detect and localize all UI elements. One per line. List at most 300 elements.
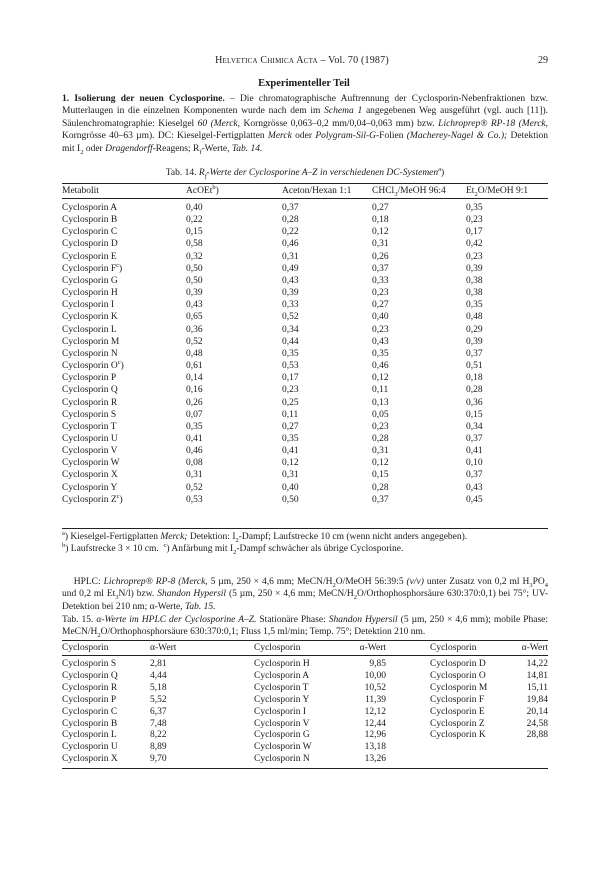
alpha-value-cell: 19,84 — [526, 694, 548, 705]
cyclosporin-cell: Cyclosporin M — [430, 682, 488, 693]
footnote-text: -Dampf schwächer als übrige Cyclosporine. — [236, 544, 404, 554]
table-row — [62, 656, 548, 671]
paragraph-text: und 0,2 ml Et — [62, 589, 116, 600]
rf-value-cell: 0,12 — [372, 227, 389, 238]
rf-value-cell: 0,31 — [372, 446, 389, 457]
rf-value-cell: 0,43 — [466, 482, 483, 493]
table-header-row — [62, 641, 548, 656]
rf-value-cell: 0,23 — [466, 215, 483, 226]
column-header: Cyclosporin — [62, 643, 109, 653]
rf-value-cell: 0,50 — [186, 263, 203, 274]
column-gap — [194, 671, 254, 683]
footnote-marker: c — [117, 358, 121, 366]
paragraph-text: Shandon Hypersil — [157, 589, 227, 600]
column-gap — [194, 683, 254, 695]
alpha-value-cell: 6,37 — [150, 706, 167, 717]
alpha-value-cell: 13,26 — [364, 754, 386, 765]
column-gap — [194, 742, 254, 754]
rf-value-cell: 0,37 — [466, 433, 483, 444]
rf-value-cell: 0,37 — [372, 494, 389, 505]
cyclosporin-cell: Cyclosporin W — [254, 742, 312, 753]
metabolite-name: Cyclosporin I — [62, 300, 114, 311]
table-row — [62, 372, 548, 384]
metabolite-name: Cyclosporin Y — [62, 482, 118, 493]
alpha-value-cell: 8,22 — [150, 730, 167, 741]
table-row — [62, 275, 548, 287]
rf-value-cell: 0,27 — [282, 421, 299, 432]
caption-text: ) — [441, 168, 445, 178]
rf-value-cell: 0,39 — [466, 263, 483, 274]
table-row — [62, 287, 548, 299]
rf-value-cell: 0,41 — [186, 433, 203, 444]
subscript: 4 — [544, 581, 549, 589]
footnote-text: ) Kieselgel-Fertigplatten — [64, 532, 161, 542]
table-row — [62, 251, 548, 263]
paragraph-text: Lichroprep® RP-8 (Merck, — [103, 577, 208, 587]
rf-value-cell: 0,52 — [186, 482, 203, 493]
metabolite-name: Cyclosporin D — [62, 239, 118, 250]
metabolite-cell — [62, 263, 186, 275]
rf-value-cell: 0,35 — [466, 300, 483, 311]
paragraph-heading: 1. Isolierung der neuen Cyclosporine. — [62, 94, 225, 104]
rf-value-cell: 0,42 — [466, 239, 483, 250]
metabolite-cell — [62, 251, 186, 263]
cyclosporin-cell: Cyclosporin P — [62, 694, 117, 705]
alpha-value-cell: 28,88 — [526, 730, 548, 741]
footnote-marker: c — [116, 261, 119, 269]
metabolite-cell — [62, 397, 186, 409]
rf-value-cell: 0,53 — [186, 494, 203, 505]
table-row — [62, 263, 548, 275]
alpha-value-cell: 2,81 — [150, 659, 167, 669]
footnote-marker: b — [62, 541, 66, 549]
subscript: f — [199, 148, 202, 156]
rf-value-cell: 0,17 — [466, 227, 483, 238]
alpha-value-cell — [520, 742, 548, 754]
table-row — [62, 360, 548, 372]
alpha-value-cell: 9,70 — [150, 754, 167, 765]
paragraph-text: Korngrösse 0,063–0,2 mm/0,04–0,063 mm) bzw. — [240, 118, 439, 129]
subscript: 3 — [394, 190, 398, 198]
table15 — [62, 640, 548, 769]
rf-value-cell: 0,22 — [186, 215, 203, 226]
schema-ref: Schema 1 — [324, 106, 363, 117]
paragraph-text: -Folien — [376, 131, 407, 142]
rf-value-cell: 0,61 — [186, 361, 203, 372]
paragraph-text: Detektion mit I — [62, 131, 548, 154]
subscript: f — [204, 172, 207, 180]
column-gap — [194, 695, 254, 707]
metabolite-name: Cyclosporin X — [62, 470, 118, 481]
column-header: Metabolit — [62, 186, 99, 196]
rf-value-cell: 0,40 — [372, 312, 389, 323]
metabolite-cell — [62, 421, 186, 433]
footnote-text: -Dampf; Laufstrecke 10 cm (wenn nicht anders angegeben). — [238, 532, 468, 542]
footnote-marker: c — [116, 492, 120, 500]
rf-value-cell: 0,41 — [282, 446, 299, 457]
rf-value-cell: 0,35 — [372, 348, 389, 359]
table-row — [62, 421, 548, 433]
metabolite-cell — [62, 494, 186, 508]
cyclosporin-cell: Cyclosporin F — [430, 694, 485, 705]
rf-value-cell: 0,11 — [282, 409, 299, 420]
metabolite-name: Cyclosporin W — [62, 458, 120, 469]
rf-value-cell: 0,44 — [282, 336, 299, 347]
table-row — [62, 199, 548, 215]
alpha-value-cell: 10,52 — [364, 682, 386, 693]
rf-value-cell: 0,48 — [466, 312, 483, 323]
metabolite-name: Cyclosporin Z — [62, 494, 117, 505]
rf-value-cell: 0,39 — [282, 288, 299, 299]
footnote-marker: c — [163, 541, 167, 549]
rf-value-cell: 0,35 — [186, 421, 203, 432]
alpha-value-cell: 7,48 — [150, 718, 167, 729]
rf-value-cell: 0,36 — [186, 324, 203, 335]
column-gap — [386, 719, 430, 731]
journal-volume: – Vol. 70 (1987) — [317, 55, 389, 66]
column-gap — [386, 683, 430, 695]
alpha-value-cell: 20,14 — [526, 706, 548, 717]
table-row — [62, 754, 548, 768]
subscript: 2 — [353, 594, 357, 602]
paragraph-text: (Macherey-Nagel & Co.); — [406, 131, 508, 142]
metabolite-name: Cyclosporin O — [62, 361, 118, 372]
table-row — [62, 671, 548, 683]
caption-text: O/Orthophosphorsäure 630:370:0,1; Fluss 1,5 ml/min; Temp. 75°; Detektion 210 nm. — [100, 627, 426, 637]
footnote-text: Detektion: I — [187, 532, 236, 542]
column-gap — [386, 641, 430, 656]
rf-value-cell: 0,58 — [186, 239, 203, 250]
table-row — [62, 324, 548, 336]
subscript: 2 — [80, 148, 84, 156]
rf-value-cell: 0,53 — [282, 361, 299, 372]
rf-value-cell: 0,43 — [282, 275, 299, 286]
metabolite-name: Cyclosporin V — [62, 446, 118, 457]
cyclosporin-cell: Cyclosporin S — [62, 659, 117, 669]
rf-value-cell: 0,38 — [466, 275, 483, 286]
table-row — [62, 348, 548, 360]
journal-name: Helvetica Chimica Acta — [215, 55, 318, 66]
paragraph-text: oder — [83, 143, 106, 154]
rf-value-cell: 0,35 — [282, 348, 299, 359]
metabolite-cell — [62, 433, 186, 445]
rf-value-cell: 0,37 — [466, 470, 483, 481]
cyclosporin-cell: Cyclosporin R — [62, 682, 118, 693]
footnote-text: Merck; — [160, 532, 188, 542]
rf-value-cell: 0,39 — [466, 336, 483, 347]
header-text: CHCl — [372, 186, 395, 196]
metabolite-cell — [62, 214, 186, 226]
rf-value-cell: 0,65 — [186, 312, 203, 323]
metabolite-cell — [62, 311, 186, 323]
metabolite-name: Cyclosporin K — [62, 312, 118, 323]
rf-value-cell: 0,28 — [372, 433, 389, 444]
alpha-value-cell: 12,44 — [364, 718, 386, 729]
rf-value-cell: 0,50 — [186, 275, 203, 286]
rf-value-cell: 0,22 — [282, 227, 299, 238]
rf-value-cell: 0,23 — [282, 385, 299, 396]
column-gap — [386, 656, 430, 671]
cyclosporin-cell: Cyclosporin V — [254, 718, 310, 729]
metabolite-cell — [62, 226, 186, 238]
paragraph-text: angegebenen Weg ausgeführt (vgl. auch [11]). Säulenchromatographie: Kieselgel — [62, 106, 548, 129]
paragraph-text: Korngrösse 40–63 µm). DC: Kieselgel-Fertigplatten — [62, 131, 268, 142]
table14 — [62, 183, 548, 508]
rf-value-cell: 0,36 — [466, 397, 483, 408]
rf-value-cell: 0,08 — [186, 458, 203, 469]
rf-value-cell: 0,33 — [372, 275, 389, 286]
metabolite-cell — [62, 469, 186, 481]
caption-label: Tab. 15. — [62, 615, 97, 625]
rf-value-cell: 0,05 — [372, 409, 389, 420]
table14-caption — [62, 167, 548, 179]
rf-value-cell: 0,25 — [282, 397, 299, 408]
column-gap — [386, 695, 430, 707]
rf-value-cell: 0,49 — [282, 263, 299, 274]
footnote-bc — [62, 543, 548, 555]
caption-text: Stationäre Phase: — [256, 615, 329, 625]
cyclosporin-cell: Cyclosporin Q — [62, 670, 118, 681]
metabolite-cell — [62, 324, 186, 336]
metabolite-cell — [62, 336, 186, 348]
rf-value-cell: 0,28 — [372, 482, 389, 493]
column-header: α-Wert — [359, 643, 386, 653]
metabolite-name: Cyclosporin T — [62, 421, 117, 432]
paragraph-text: PO — [532, 577, 545, 587]
metabolite-cell — [62, 199, 186, 215]
alpha-value-cell: 14,81 — [526, 670, 548, 681]
alpha-value-cell: 4,44 — [150, 670, 167, 681]
rf-value-cell: 0,12 — [372, 373, 389, 384]
rf-value-cell: 0,14 — [186, 373, 203, 384]
cyclosporin-cell: Cyclosporin B — [62, 718, 118, 729]
subscript: 2 — [233, 548, 237, 556]
cyclosporin-cell: Cyclosporin D — [430, 659, 486, 669]
column-gap — [386, 754, 430, 768]
metabolite-name: Cyclosporin U — [62, 433, 118, 444]
table-row — [62, 409, 548, 421]
subscript: 3 — [529, 581, 533, 589]
paragraph-text: – Die chromatographische Auftrennung der Cyclosporin-Nebenfraktionen bzw. Mutterlaugen in die einzelnen Komponenten wurde nach dem im — [62, 94, 549, 117]
rf-value-cell: 0,34 — [466, 421, 483, 432]
rf-value-cell: 0,52 — [282, 312, 299, 323]
table-row — [62, 707, 548, 719]
metabolite-name: Cyclosporin F — [62, 263, 117, 274]
caption-text: Shandon Hypersil — [328, 615, 398, 625]
header-text: AcOEt — [186, 186, 213, 196]
paragraph-text: 60 (Merck, — [197, 118, 241, 129]
column-header — [186, 184, 282, 199]
alpha-value-cell: 15,11 — [526, 682, 548, 693]
rf-value-cell: 0,23 — [372, 421, 389, 432]
rf-value-cell: 0,15 — [466, 409, 483, 420]
metabolite-cell — [62, 482, 186, 494]
rf-value-cell: 0,46 — [372, 361, 389, 372]
rf-value-cell: 0,31 — [282, 251, 299, 262]
rf-value-cell: 0,15 — [372, 470, 389, 481]
metabolite-name: Cyclosporin S — [62, 409, 117, 420]
table-row — [62, 311, 548, 323]
rf-value-cell: 0,37 — [372, 263, 389, 274]
cyclosporin-cell: Cyclosporin I — [254, 706, 306, 717]
metabolite-name: Cyclosporin R — [62, 397, 118, 408]
paragraph-text: (5 µm, 250 × 4,6 mm; MeCN/H — [226, 589, 354, 600]
rf-value-cell: 0,23 — [372, 324, 389, 335]
paragraph-text: Dragendorff — [105, 143, 153, 154]
metabolite-cell — [62, 360, 186, 372]
table-row — [62, 299, 548, 311]
column-gap — [194, 754, 254, 768]
metabolite-cell — [62, 287, 186, 299]
metabolite-cell — [62, 372, 186, 384]
paragraph-text: HPLC: — [73, 577, 104, 587]
rf-value-cell: 0,13 — [372, 397, 389, 408]
paragraph-text: unter Zusatz von 0,2 ml H — [423, 577, 530, 587]
table-row — [62, 238, 548, 250]
table-row — [62, 695, 548, 707]
cyclosporin-cell: Cyclosporin K — [430, 730, 486, 741]
subscript: 2 — [97, 631, 101, 639]
footnote-text: ) Anfärbung mit I — [166, 544, 234, 554]
metabolite-name: Cyclosporin M — [62, 336, 120, 347]
paragraph-text: 5 µm, 250 × 4,6 mm; MeCN/H — [207, 577, 333, 587]
rf-value-cell: 0,50 — [282, 494, 299, 505]
metabolite-cell — [62, 409, 186, 421]
alpha-value-cell — [520, 754, 548, 768]
table-row — [62, 226, 548, 238]
metabolite-cell — [62, 445, 186, 457]
table15-caption — [62, 614, 548, 638]
cyclosporin-cell: Cyclosporin Y — [254, 694, 310, 705]
paragraph-text: Merck — [267, 131, 292, 142]
metabolite-name: Cyclosporin P — [62, 373, 117, 384]
metabolite-cell — [62, 299, 186, 311]
rf-value-cell: 0,26 — [372, 251, 389, 262]
rf-value-cell: 0,39 — [186, 288, 203, 299]
column-header — [372, 184, 466, 199]
metabolite-name: Cyclosporin L — [62, 324, 117, 335]
rf-value-cell: 0,27 — [372, 203, 389, 213]
rf-value-cell: 0,52 — [186, 336, 203, 347]
rf-value-cell: 0,46 — [282, 239, 299, 250]
caption-text: R — [198, 168, 205, 178]
cyclosporin-cell: Cyclosporin Z — [430, 718, 485, 729]
rf-value-cell: 0,32 — [186, 251, 203, 262]
cyclosporin-cell: Cyclosporin E — [430, 706, 485, 717]
subscript: 2 — [235, 536, 239, 544]
rf-value-cell: 0,34 — [282, 324, 299, 335]
column-gap — [194, 707, 254, 719]
rf-value-cell: 0,26 — [186, 397, 203, 408]
cyclosporin-cell: Cyclosporin U — [62, 742, 118, 753]
footnote-marker: ) — [119, 263, 123, 274]
column-gap — [194, 730, 254, 742]
column-gap — [386, 730, 430, 742]
header-text: ) — [215, 186, 219, 196]
cyclosporin-cell: Cyclosporin N — [254, 754, 310, 765]
rf-value-cell: 0,28 — [282, 215, 299, 226]
rf-value-cell: 0,31 — [372, 239, 389, 250]
footnote-text: ) Laufstrecke 3 × 10 cm. — [65, 544, 159, 554]
paragraph-text: (v/v) — [406, 577, 424, 587]
table-row — [62, 469, 548, 481]
cyclosporin-cell — [430, 742, 520, 754]
rf-value-cell: 0,41 — [466, 446, 483, 457]
footnote-marker: a — [62, 529, 65, 537]
column-header: α-Wert — [521, 643, 548, 653]
rf-value-cell: 0,27 — [372, 300, 389, 311]
rf-value-cell: 0,48 — [186, 348, 203, 359]
paragraph-text: O/MeOH 56:39:5 — [335, 577, 407, 587]
table-row — [62, 730, 548, 742]
column-gap — [386, 742, 430, 754]
footnote-a — [62, 531, 548, 543]
footnote-marker: b — [212, 183, 216, 191]
table-row — [62, 719, 548, 731]
paragraph-text: Polygram-Sil-G — [315, 131, 377, 142]
rf-value-cell: 0,31 — [186, 470, 203, 481]
rf-value-cell: 0,40 — [186, 203, 203, 213]
table-row — [62, 457, 548, 469]
metabolite-name: Cyclosporin B — [62, 215, 118, 226]
table-row — [62, 384, 548, 396]
rf-value-cell: 0,46 — [186, 446, 203, 457]
alpha-value-cell: 11,39 — [364, 694, 386, 705]
column-gap — [194, 656, 254, 671]
cyclosporin-cell: Cyclosporin L — [62, 730, 117, 741]
metabolite-name: Cyclosporin G — [62, 275, 118, 286]
column-header: α-Wert — [150, 643, 177, 653]
paragraph-text: Lichroprep® RP-18 (Merck, — [438, 118, 549, 129]
alpha-value-cell: 5,52 — [150, 694, 167, 705]
subscript: 2 — [332, 581, 336, 589]
footnote-marker: ) — [119, 494, 123, 505]
column-gap — [386, 671, 430, 683]
header-text: Et — [466, 186, 475, 196]
rf-value-cell: 0,35 — [466, 203, 483, 213]
metabolite-cell — [62, 275, 186, 287]
rf-value-cell: 0,10 — [466, 458, 483, 469]
table-row — [62, 445, 548, 457]
metabolite-cell — [62, 238, 186, 250]
alpha-value-cell: 5,18 — [150, 682, 167, 693]
table-row — [62, 214, 548, 226]
rf-value-cell: 0,33 — [282, 300, 299, 311]
alpha-value-cell: 8,89 — [150, 742, 167, 753]
caption-text: -Werte der Cyclosporine A–Z in verschiedenen DC-Systemen — [206, 168, 439, 178]
paragraph-hplc — [62, 576, 548, 613]
rf-value-cell: 0,17 — [282, 373, 299, 384]
rf-value-cell: 0,07 — [186, 409, 203, 420]
rf-value-cell: 0,37 — [466, 348, 483, 359]
alpha-value-cell: 12,12 — [364, 706, 386, 717]
column-gap — [386, 707, 430, 719]
paragraph-text: O/Orthophosphorsäure 630:370:0,1) bei 75°; UV-Detektion bei 210 nm; α-Werte, — [62, 589, 548, 612]
rf-value-cell: 0,12 — [282, 458, 299, 469]
alpha-value-cell: 10,00 — [364, 670, 386, 681]
rf-value-cell: 0,31 — [282, 470, 299, 481]
footnote-marker: ) — [120, 361, 124, 372]
subscript: 2 — [474, 190, 478, 198]
alpha-value-cell: 14,22 — [526, 659, 548, 669]
table-row — [62, 742, 548, 754]
metabolite-cell — [62, 457, 186, 469]
cyclosporin-cell: Cyclosporin A — [254, 670, 310, 681]
table15-body — [62, 656, 548, 769]
rf-value-cell: 0,23 — [466, 251, 483, 262]
rf-value-cell: 0,15 — [186, 227, 203, 238]
header-text: /MeOH 96:4 — [397, 186, 446, 196]
